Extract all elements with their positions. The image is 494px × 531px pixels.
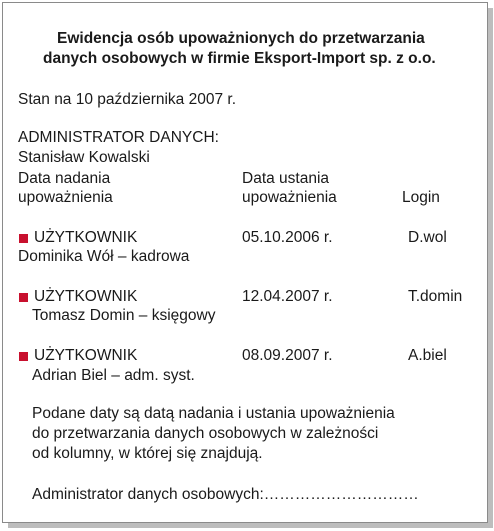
signature-line: Administrator danych osobowych:………………………… <box>32 486 419 503</box>
admin-heading: ADMINISTRATOR DANYCH: <box>18 129 219 146</box>
bullet-icon <box>19 234 28 243</box>
column-grant-line1: Data nadania <box>18 170 111 187</box>
user-person: Tomasz Domin – księgowy <box>32 307 216 324</box>
user-login: T.domin <box>408 288 463 305</box>
admin-name: Stanisław Kowalski <box>18 149 150 166</box>
user-person: Adrian Biel – adm. syst. <box>32 367 195 384</box>
user-date: 05.10.2006 r. <box>242 229 333 246</box>
bullet-icon <box>19 352 28 361</box>
title-line-2: danych osobowych w firmie Eksport-Import sp. z o.o. <box>43 50 436 67</box>
user-login: D.wol <box>408 229 447 246</box>
user-date: 12.04.2007 r. <box>242 288 333 305</box>
frame-shadow-right <box>488 8 493 527</box>
note-line-2: do przetwarzania danych osobowych w zależności <box>32 425 379 442</box>
user-person: Dominika Wół – kadrowa <box>18 248 190 265</box>
user-date: 08.09.2007 r. <box>242 347 333 364</box>
title-line-1: Ewidencja osób upoważnionych do przetwarzania <box>57 30 425 47</box>
user-label: UŻYTKOWNIK <box>34 347 138 364</box>
column-login: Login <box>402 189 440 206</box>
note-line-1: Podane daty są datą nadania i ustania upoważnienia <box>32 405 395 422</box>
note-line-3: od kolumny, w której się znajdują. <box>32 445 263 462</box>
user-label: UŻYTKOWNIK <box>34 229 138 246</box>
user-login: A.biel <box>408 347 447 364</box>
column-grant-line2: upoważnienia <box>18 189 113 206</box>
user-label: UŻYTKOWNIK <box>34 288 138 305</box>
column-revoke-line2: upoważnienia <box>242 189 337 206</box>
column-revoke-line1: Data ustania <box>242 170 330 187</box>
status-date: Stan na 10 października 2007 r. <box>18 91 237 108</box>
bullet-icon <box>19 293 28 302</box>
